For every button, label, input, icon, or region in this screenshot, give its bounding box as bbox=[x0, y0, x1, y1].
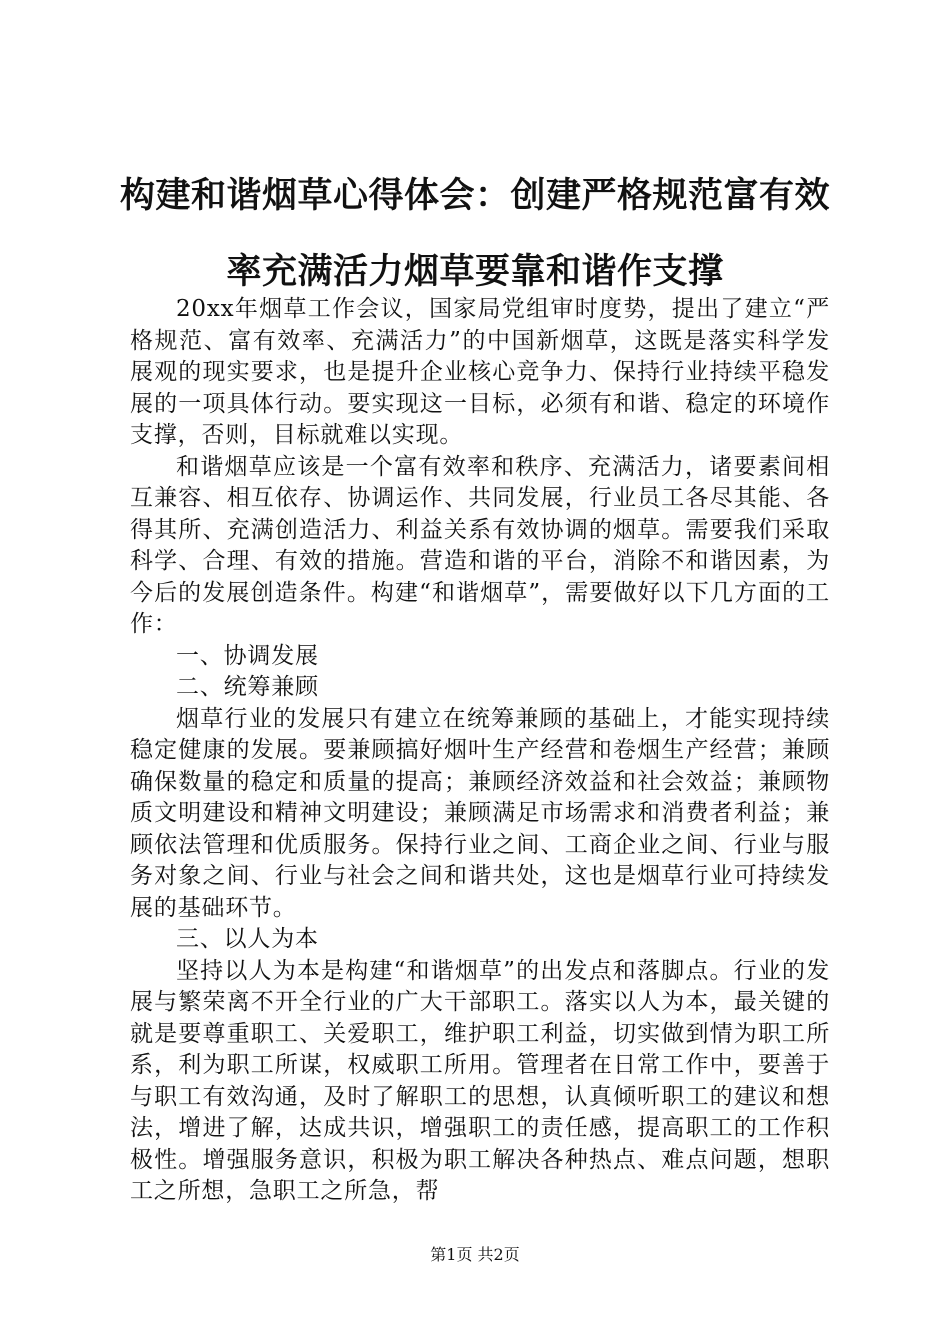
page-title bbox=[110, 158, 840, 310]
paragraph-section-3: 坚持以人为本是构建“和谐烟草”的出发点和落脚点。行业的发展与繁荣离不开全行业的广大干部职工。落实以人为本，最关键的就是要尊重职工、关爱职工，维护职工利益，切实做到情为职工所系，利为职工所谋，权威职工所用。管理者在日常工作中，要善于与职工有效沟通，及时了解职工的思想，认真倾听职工的建议和想法，增进了解，达成共识，增强职工的责任感，提高职工的工作积极性。增强服务意识，积极为职工解决各种热点、难点问题，想职工之所想，急职工之所急，帮 bbox=[130, 957, 830, 1204]
title-line-1: 构建和谐烟草心得体会：创建严格规范富有效 bbox=[119, 175, 830, 216]
document-body bbox=[130, 294, 830, 1208]
paragraph-section-2: 烟草行业的发展只有建立在统筹兼顾的基础上，才能实现持续稳定健康的发展。要兼顾搞好烟叶生产经营和卷烟生产经营；兼顾确保数量的稳定和质量的提高；兼顾经济效益和社会效益；兼顾物质文明建设和精神文明建设；兼顾满足市场需求和消费者利益；兼顾依法管理和优质服务。保持行业之间、工商企业之间、行业与服务对象之间、行业与社会之间和谐共处，这也是烟草行业可持续发展的基础环节。 bbox=[130, 705, 830, 921]
paragraph-intro: 20xx年烟草工作会议，国家局党组审时度势，提出了建立“严格规范、富有效率、充满活力”的中国新烟草，这既是落实科学发展观的现实要求，也是提升企业核心竞争力、保持行业持续平稳发展的一项具体行动。要实现这一目标，必须有和谐、稳定的环境作支撑，否则，目标就难以实现。 bbox=[130, 296, 830, 448]
page-footer: 第1页 共2页 bbox=[430, 1245, 520, 1264]
paragraph-harmony-definition: 和谐烟草应该是一个富有效率和秩序、充满活力，诸要素间相互兼容、相互依存、协调运作、共同发展，行业员工各尽其能、各得其所、充满创造活力、利益关系有效协调的烟草。需要我们采取科学、合理、有效的措施。营造和谐的平台，消除不和谐因素，为今后的发展创造条件。构建“和谐烟草”，需要做好以下几方面的工作： bbox=[130, 453, 830, 637]
section-heading-1: 一、协调发展 bbox=[176, 642, 319, 669]
section-heading-2: 二、统筹兼顾 bbox=[176, 674, 319, 700]
title-line-2: 率充满活力烟草要靠和谐作支撑 bbox=[226, 251, 724, 292]
section-heading-3: 三、以人为本 bbox=[176, 926, 319, 952]
